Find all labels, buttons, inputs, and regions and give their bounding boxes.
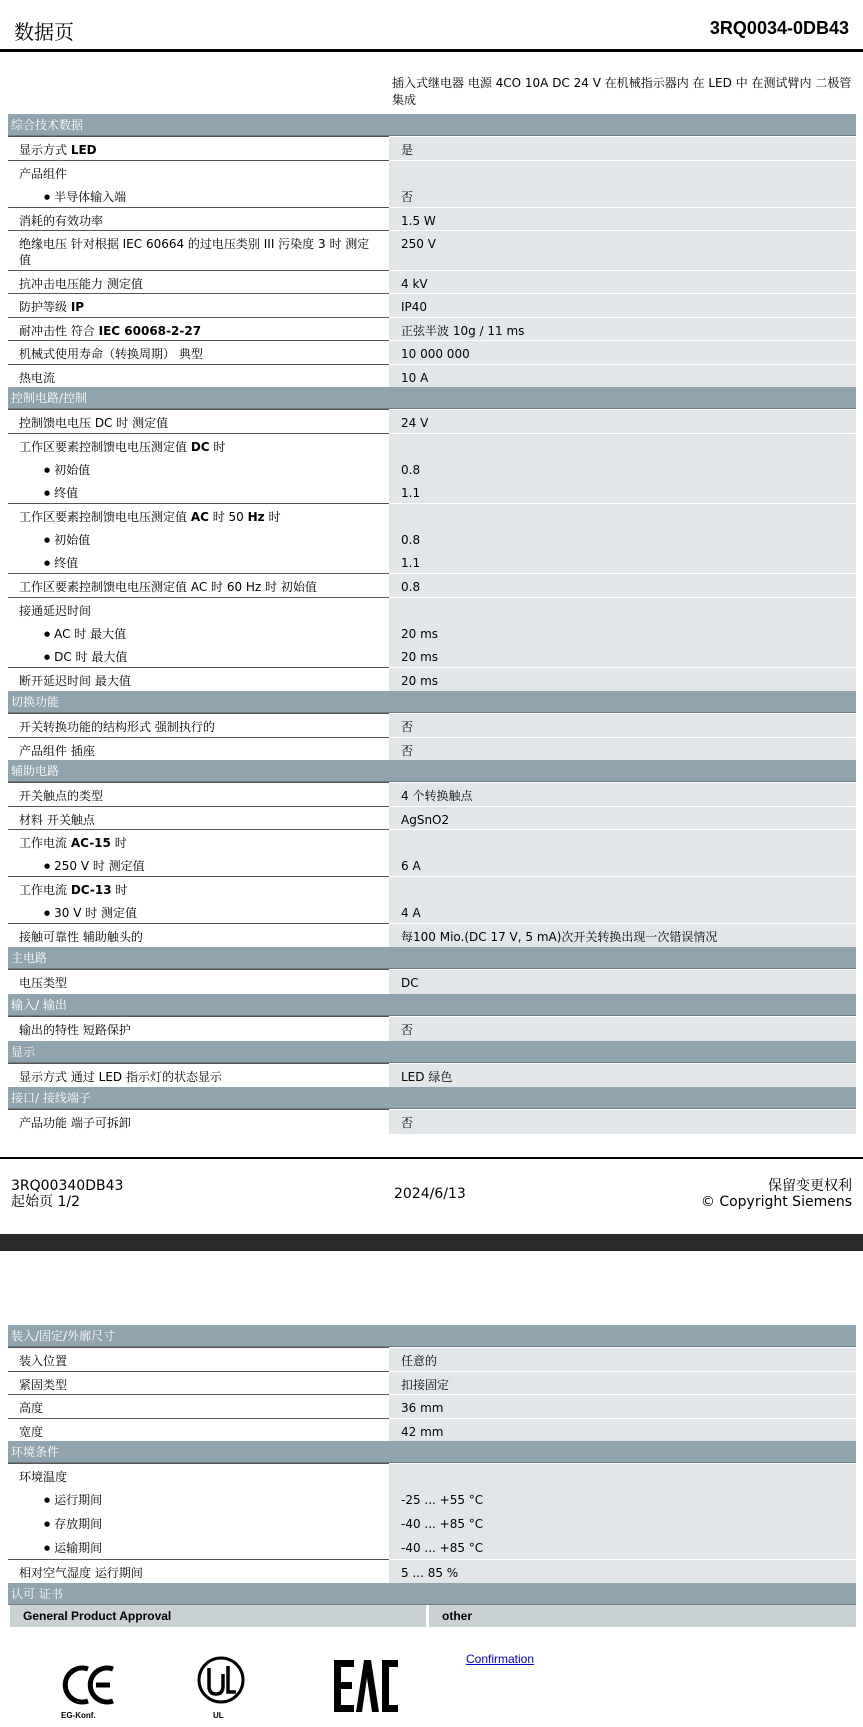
ce-mark-icon [65, 1668, 113, 1702]
part-number: 3RQ0034-0DB43 [709, 18, 849, 38]
spec-row: 消耗的有效功率 1.5 W [8, 207, 856, 230]
ul-mark-icon [199, 1658, 243, 1702]
spec-row: 耐冲击性 符合 IEC 60068-2-27 正弦半波 10g / 11 ms [8, 317, 856, 340]
eac-mark-icon [334, 1660, 398, 1712]
spec-row: 接触可靠性 辅助触头的 每100 Mio.(DC 17 V, 5 mA)次开关转换出现一次错误情况 [8, 923, 856, 947]
section-header: 输入/ 输出 [8, 994, 856, 1016]
spec-row: 工作电流 AC-15 时 [8, 829, 856, 853]
spec-row: 工作区要素控制馈电电压测定值 DC 时 [8, 433, 856, 457]
page-header [0, 0, 863, 52]
section-header: 综合技术数据 [8, 114, 856, 136]
spec-row: 开关转换功能的结构形式 强制执行的 否 [8, 713, 856, 737]
spec-row: 产品组件 [8, 160, 856, 184]
footer-code: 3RQ00340DB43 [11, 1178, 124, 1194]
section-header: 显示 [8, 1041, 856, 1063]
spec-row: ● 初始值 0.8 [8, 527, 856, 550]
spec-table-page-2 [8, 1325, 856, 1627]
section-header: 环境条件 [8, 1441, 856, 1463]
section-header: 控制电路/控制 [8, 387, 856, 409]
spec-row: ● 初始值 0.8 [8, 457, 856, 480]
spec-row: 断开延迟时间 最大值 20 ms [8, 667, 856, 691]
spec-row: ● 250 V 时 测定值 6 A [8, 853, 856, 876]
spec-row: 材料 开关触点 AgSnO2 [8, 806, 856, 829]
spec-row: 接通延迟时间 [8, 597, 856, 621]
spec-row: 产品功能 端子可拆卸 否 [8, 1109, 856, 1134]
spec-row: 显示方式 LED 是 [8, 136, 856, 160]
approval-logos [8, 1650, 856, 1722]
spec-row: 控制馈电电压 DC 时 测定值 24 V [8, 409, 856, 433]
page-title: 数据页 [14, 20, 74, 44]
spec-row: 高度 36 mm [8, 1394, 856, 1418]
spec-row: 绝缘电压 针对根据 IEC 60664 的过电压类别 III 污染度 3 时 测定值 250 V [8, 230, 856, 270]
spec-row: ● 终值 1.1 [8, 480, 856, 503]
spec-row: 相对空气湿度 运行期间 5 ... 85 % [8, 1559, 856, 1583]
spec-row: ● DC 时 最大值 20 ms [8, 644, 856, 667]
section-header: 辅助电路 [8, 760, 856, 782]
spec-row: ● 30 V 时 测定值 4 A [8, 900, 856, 923]
product-description: 插入式继电器 电源 4CO 10A DC 24 V 在机械指示器内 在 LED 中 在测试臂内 二极管集成 [392, 76, 852, 107]
section-header: 装入/固定/外廓尺寸 [8, 1325, 856, 1347]
spec-row: 工作区要素控制馈电电压测定值 AC 时 50 Hz 时 [8, 503, 856, 527]
spec-row: 机械式使用寿命（转换周期） 典型 10 000 000 [8, 340, 856, 364]
spec-row: ● 终值 1.1 [8, 550, 856, 573]
spec-row: 装入位置 任意的 [8, 1347, 856, 1371]
spec-table [8, 114, 856, 1134]
footer-page: 起始页 1/2 [11, 1194, 80, 1210]
spec-row: 紧固类型 扣接固定 [8, 1371, 856, 1394]
spec-row: 工作电流 DC-13 时 [8, 876, 856, 900]
spec-row: ● 运行期间 -25 ... +55 °C [8, 1487, 856, 1511]
page-separator [0, 1234, 863, 1251]
page-footer [0, 1157, 863, 1220]
spec-row: ● 半导体输入端 否 [8, 184, 856, 207]
spec-row: 电压类型 DC [8, 969, 856, 994]
section-header: 切换功能 [8, 691, 856, 713]
spec-row: 热电流 10 A [8, 364, 856, 387]
spec-row: 抗冲击电压能力 测定值 4 kV [8, 270, 856, 293]
spec-row: 显示方式 通过 LED 指示灯的状态显示 LED 绿色 [8, 1063, 856, 1087]
ul-mark-label: UL [213, 1711, 224, 1720]
section-header: 接口/ 接线端子 [8, 1087, 856, 1109]
spec-row: 输出的特性 短路保护 否 [8, 1016, 856, 1041]
spec-row: 宽度 42 mm [8, 1418, 856, 1441]
spec-row: ● 存放期间 -40 ... +85 °C [8, 1511, 856, 1535]
spec-row: 防护等级 IP IP40 [8, 293, 856, 317]
section-header: 主电路 [8, 947, 856, 969]
spec-row: 环境温度 [8, 1463, 856, 1487]
section-header: 认可 证书 [8, 1583, 856, 1605]
spec-row: ● AC 时 最大值 20 ms [8, 621, 856, 644]
approval-col-other: other [429, 1605, 856, 1627]
footer-date: 2024/6/13 [394, 1186, 466, 1202]
approval-header-row [8, 1605, 856, 1627]
confirmation-link[interactable]: Confirmation [466, 1652, 535, 1666]
spec-row: 产品组件 插座 否 [8, 737, 856, 760]
ce-mark-label: EG-Konf. [61, 1711, 96, 1720]
footer-rights: 保留变更权利 [768, 1178, 852, 1194]
spec-row: ● 运输期间 -40 ... +85 °C [8, 1535, 856, 1559]
spec-row: 工作区要素控制馈电电压测定值 AC 时 60 Hz 时 初始值 0.8 [8, 573, 856, 597]
spec-row: 开关触点的类型 4 个转换触点 [8, 782, 856, 806]
approval-col-general: General Product Approval [10, 1605, 429, 1627]
footer-copyright: © Copyright Siemens [700, 1194, 852, 1210]
